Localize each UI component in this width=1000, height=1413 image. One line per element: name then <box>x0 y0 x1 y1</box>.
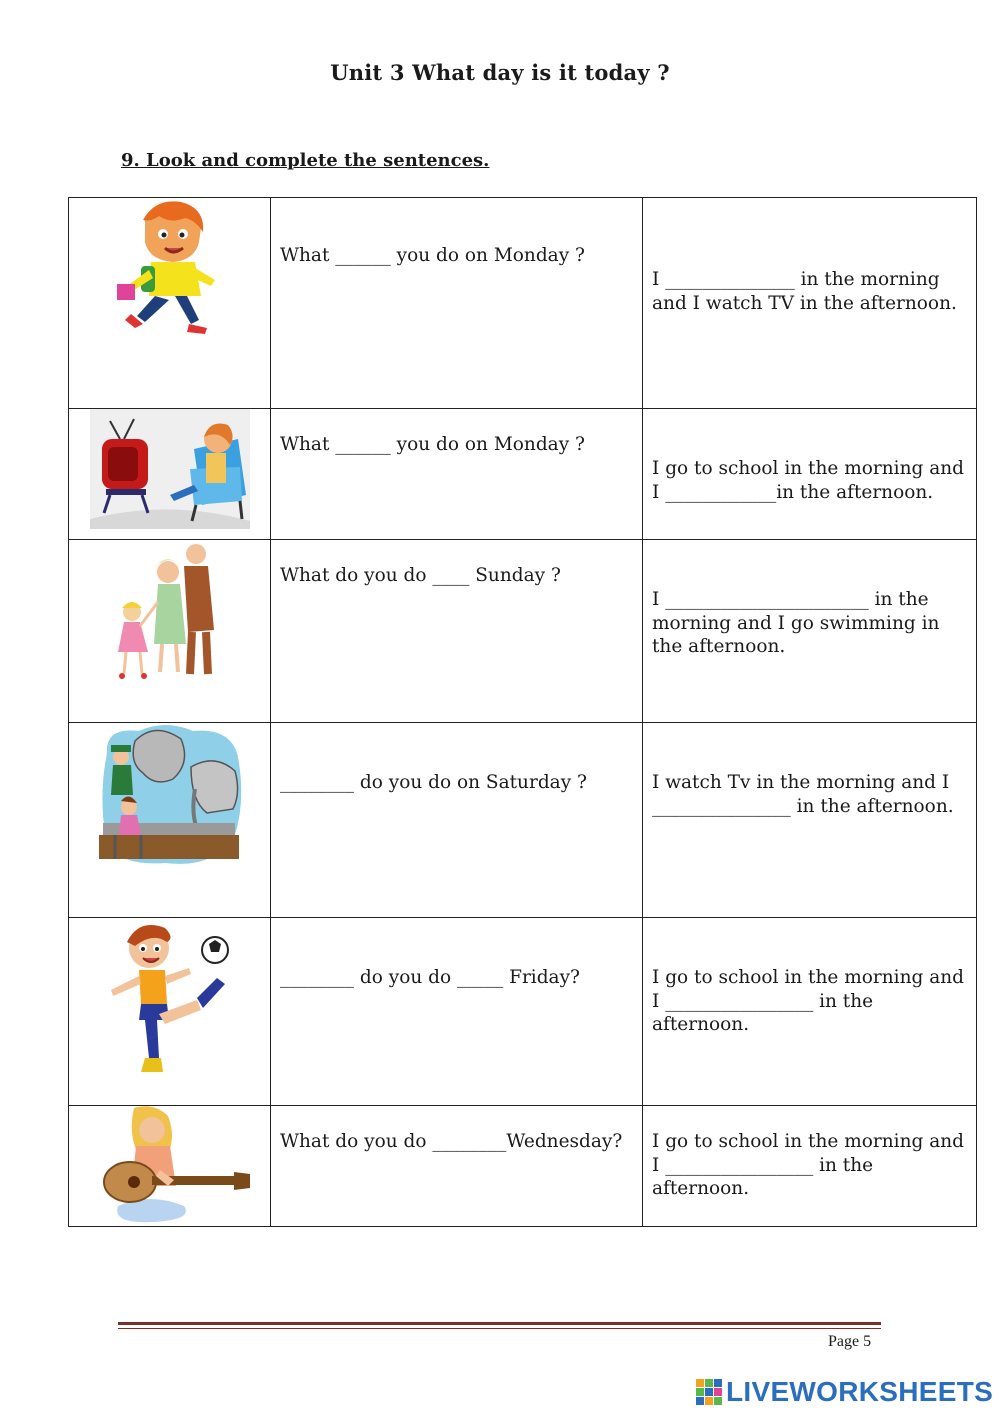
answer-text: I watch Tv in the morning and I _______________ in the afternoon. <box>652 772 954 817</box>
answer-text: I ______________________ in the morning and I go swimming in the afternoon. <box>652 589 940 657</box>
table-row <box>69 1106 977 1227</box>
answer-text: I go to school in the morning and I ________________ in the afternoon. <box>652 1131 965 1199</box>
question-text: What ______ you do on Monday ? <box>280 245 585 266</box>
exercise-instruction: 9. Look and complete the sentences. <box>121 150 490 171</box>
table-row <box>69 409 977 540</box>
question-cell <box>271 540 643 723</box>
question-cell <box>271 723 643 918</box>
table-row <box>69 198 977 409</box>
answer-cell <box>643 198 977 409</box>
question-text: ________ do you do on Saturday ? <box>280 772 587 793</box>
answer-cell <box>643 918 977 1106</box>
answer-cell <box>643 540 977 723</box>
question-cell <box>271 918 643 1106</box>
picture-cell <box>69 198 271 409</box>
page-number: Page 5 <box>828 1333 872 1350</box>
question-text: What do you do ____ Sunday ? <box>280 565 561 586</box>
footer-rule <box>118 1322 881 1325</box>
answer-text: I go to school in the morning and I ________________ in the afternoon. <box>652 967 965 1035</box>
table-row <box>69 723 977 918</box>
answer-text: I go to school in the morning and I ____________in the afternoon. <box>652 458 965 503</box>
exercise-table <box>68 197 977 1227</box>
table-row <box>69 918 977 1106</box>
question-text: ________ do you do _____ Friday? <box>280 967 580 988</box>
girl-playing-guitar-image <box>69 1106 270 1226</box>
answer-cell <box>643 723 977 918</box>
question-text: What do you do ________Wednesday? <box>280 1131 623 1152</box>
boy-playing-football-image <box>69 918 270 1078</box>
footer-rule-thin <box>118 1328 881 1329</box>
brand-name: LIVEWORKSHEETS <box>726 1376 994 1407</box>
boy-running-to-school-image <box>69 198 270 338</box>
question-text: What ______ you do on Monday ? <box>280 434 585 455</box>
liveworksheets-logo[interactable] <box>696 1376 993 1408</box>
question-cell <box>271 1106 643 1227</box>
question-cell <box>271 198 643 409</box>
question-cell <box>271 409 643 540</box>
table-row <box>69 540 977 723</box>
answer-cell <box>643 1106 977 1227</box>
picture-cell <box>69 540 271 723</box>
logo-blocks-icon <box>696 1379 722 1405</box>
girl-visiting-grandparents-image <box>69 540 270 682</box>
worksheet-title: Unit 3 What day is it today ? <box>330 60 670 85</box>
answer-cell <box>643 409 977 540</box>
children-at-zoo-image <box>69 723 270 873</box>
picture-cell <box>69 1106 271 1227</box>
picture-cell <box>69 409 271 540</box>
picture-cell <box>69 918 271 1106</box>
picture-cell <box>69 723 271 918</box>
answer-text: I ______________ in the morning and I watch TV in the afternoon. <box>652 269 957 314</box>
boy-watching-tv-image <box>69 409 270 529</box>
